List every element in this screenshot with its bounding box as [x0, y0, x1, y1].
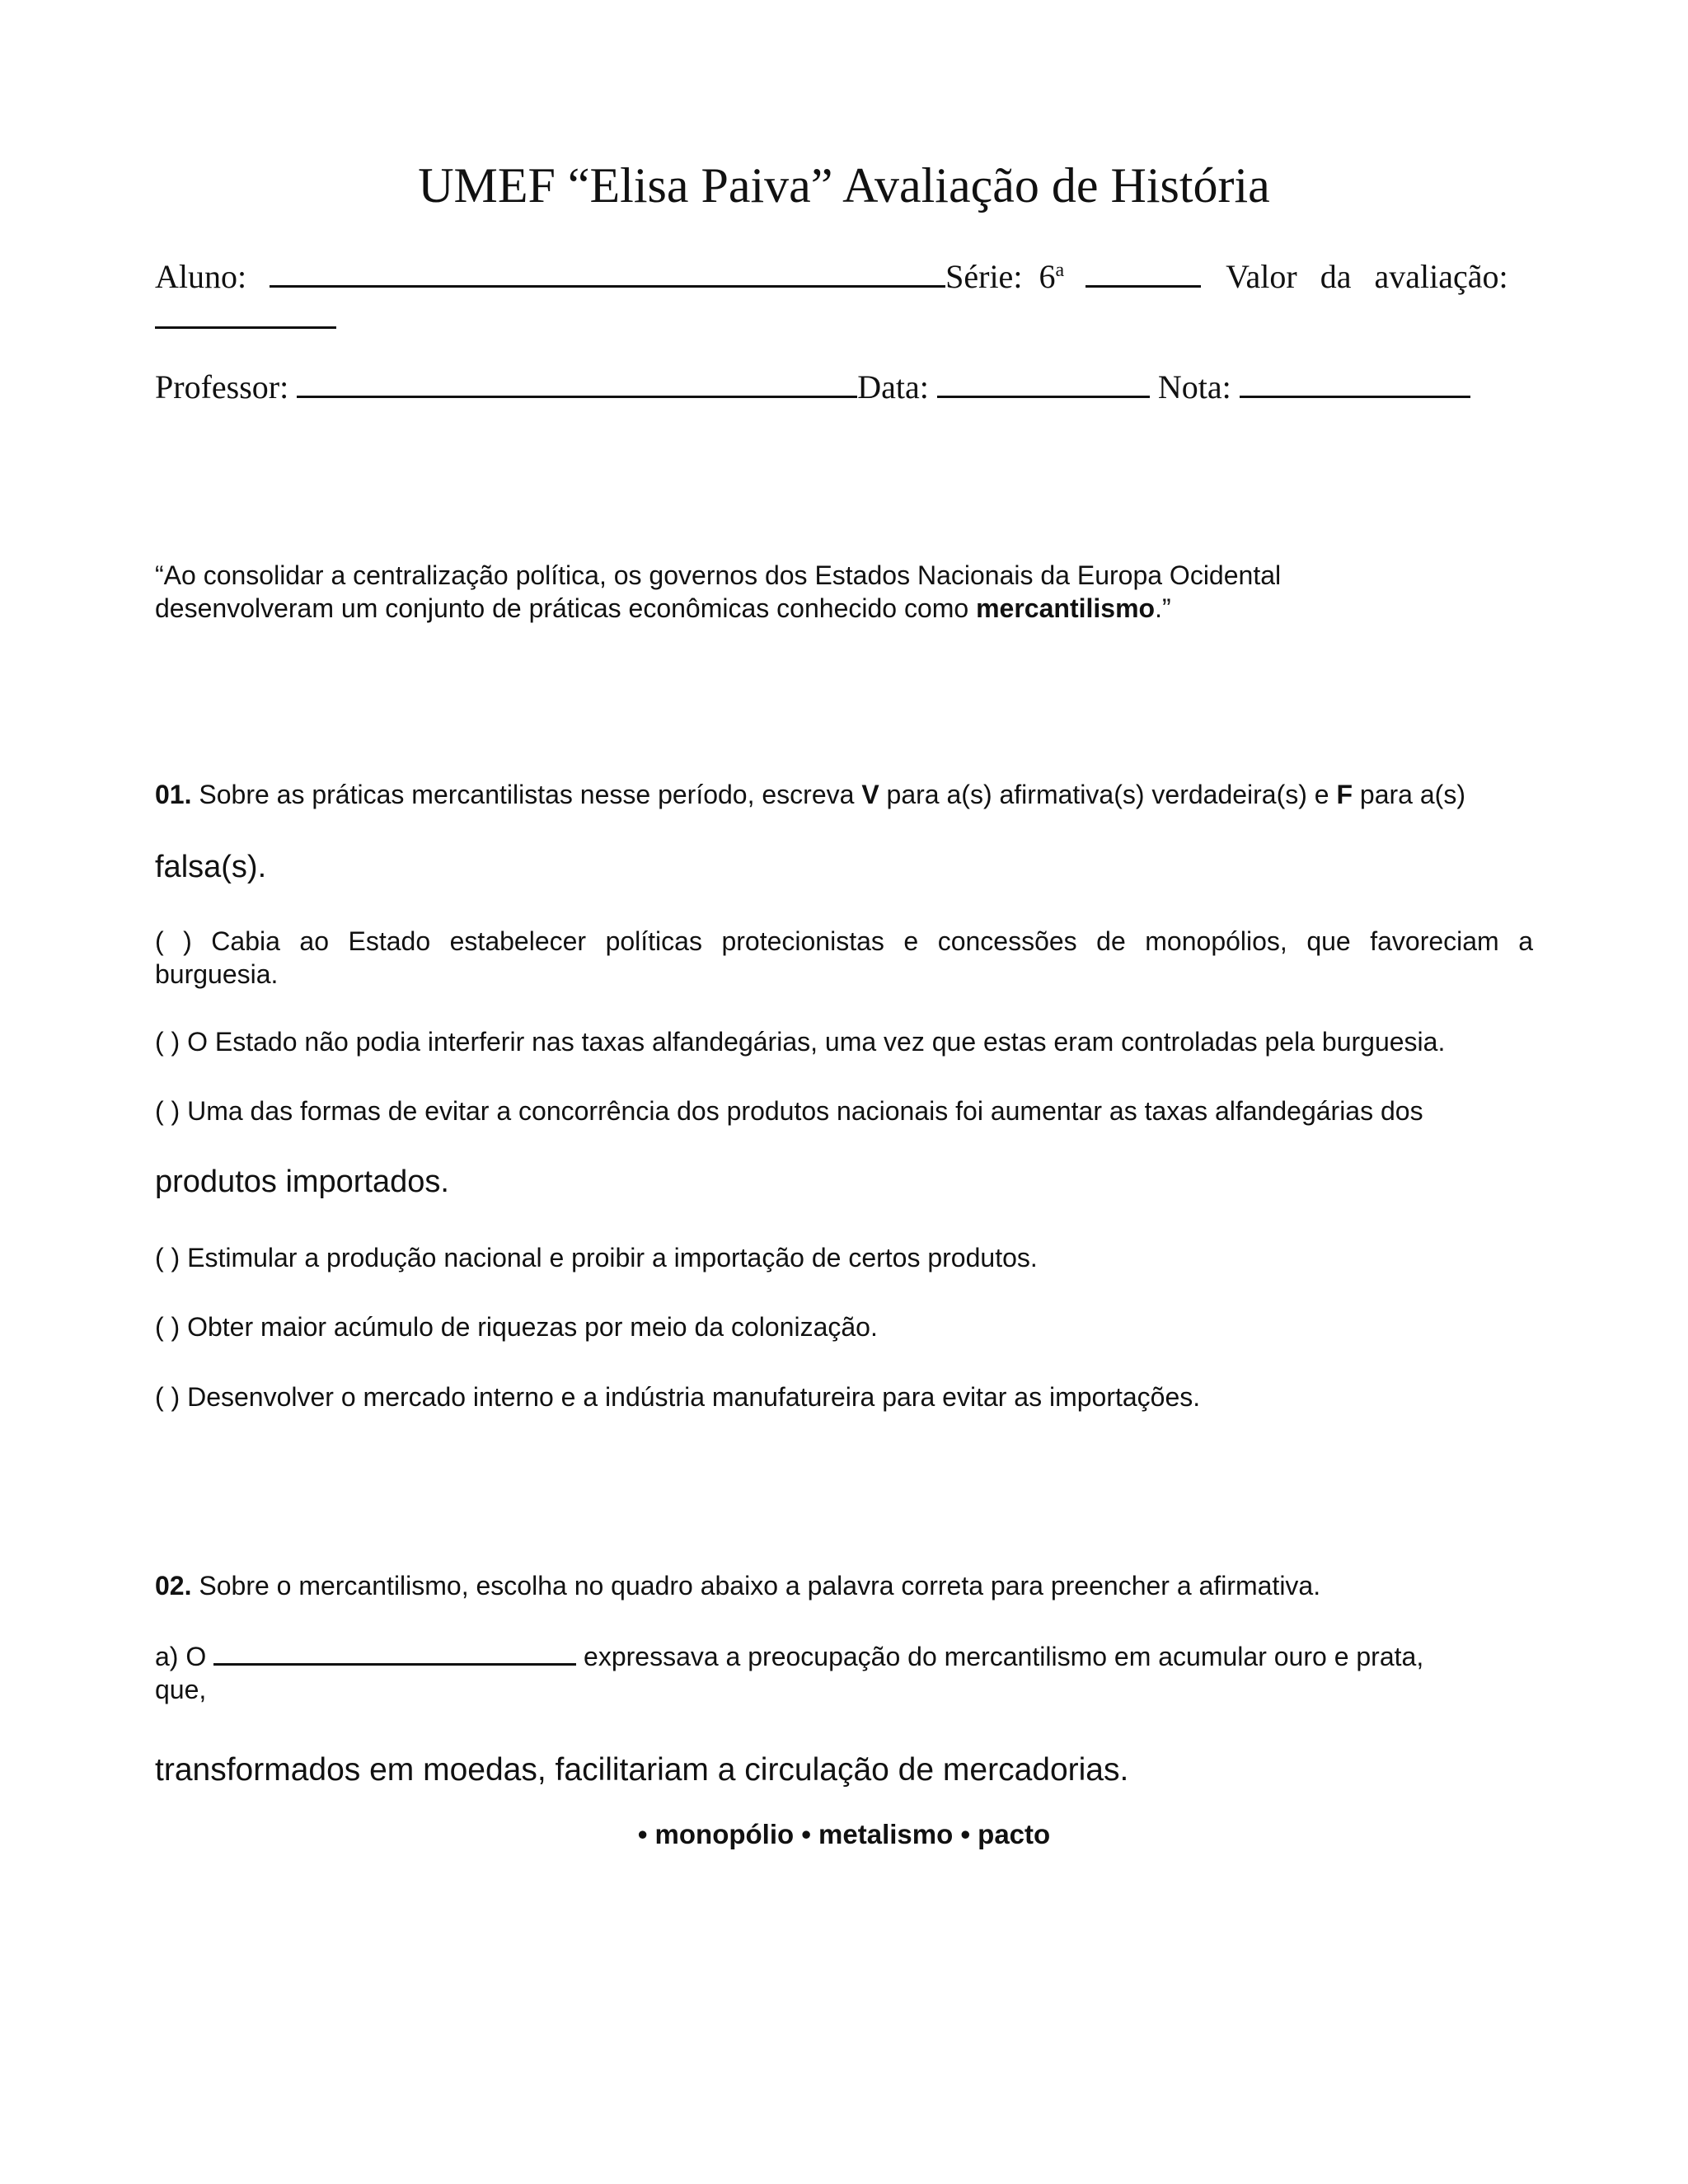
item-a-end: expressava a preocupação do mercantilismo em acumular ouro e prata,: [576, 1642, 1424, 1671]
false-marker: F: [1336, 780, 1353, 809]
statement-3-continuation: produtos importados.: [155, 1165, 449, 1199]
word-options-box: • monopólio • metalismo • pacto: [637, 1819, 1051, 1849]
grade-blank[interactable]: [1085, 252, 1201, 288]
question-1-text-c: para a(s): [1353, 780, 1465, 809]
student-field-row: [155, 249, 1508, 298]
statement-6-line-1: ( ) Desenvolver o mercado interno e a indústria manufatureira para evitar as importações.: [155, 1382, 1201, 1412]
teacher-blank[interactable]: [297, 363, 857, 398]
question-1-continuation: falsa(s).: [155, 850, 267, 884]
exam-value-label: Valor da avaliação:: [1226, 258, 1508, 295]
grade-label: Série:: [945, 258, 1023, 295]
statement-3[interactable]: [155, 1094, 1533, 1127]
quote-line-1: “Ao consolidar a centralização política, os governos dos Estados Nacionais da Europa Ocidental: [155, 560, 1282, 590]
question-1-number: 01.: [155, 780, 192, 809]
exam-value-row: [155, 293, 336, 340]
score-label: Nota:: [1157, 368, 1231, 405]
student-label: Aluno:: [155, 258, 247, 295]
question-1-text-a: Sobre as práticas mercantilistas nesse período, escreva: [191, 780, 862, 809]
page-title: UMEF “Elisa Paiva” Avaliação de História: [418, 158, 1270, 213]
statement-5[interactable]: [155, 1310, 1533, 1343]
item-a-answer-blank[interactable]: [213, 1638, 576, 1666]
quote-line-2-text: desenvolveram um conjunto de práticas econômicas conhecido como: [155, 593, 977, 623]
statement-4[interactable]: [155, 1241, 1533, 1274]
item-a-line-1: [155, 1638, 1533, 1673]
statement-1-line-2: burguesia.: [155, 959, 279, 989]
student-blank[interactable]: [270, 252, 945, 288]
statement-5-line-1: ( ) Obter maior acúmulo de riquezas por meio da colonização.: [155, 1312, 878, 1342]
quote-line-2: [155, 592, 1533, 625]
statement-4-line-1: ( ) Estimular a produção nacional e proibir a importação de certos produtos.: [155, 1243, 1038, 1272]
statement-1-line-1: ( ) Cabia ao Estado estabelecer políticas protecionistas e concessões de monopólios, que favoreciam a: [155, 926, 1533, 956]
statement-1[interactable]: [155, 925, 1533, 991]
true-marker: V: [861, 780, 879, 809]
statement-2[interactable]: [155, 1025, 1533, 1058]
exam-value-blank[interactable]: [155, 293, 336, 329]
grade-superscript: a: [1055, 260, 1065, 281]
quote-keyword: mercantilismo: [976, 593, 1156, 623]
statement-2-line-1: ( ) O Estado não podia interferir nas taxas alfandegárias, uma vez que estas eram controladas pela burguesia.: [155, 1027, 1446, 1057]
intro-quote: [155, 559, 1533, 625]
question-2-number: 02.: [155, 1571, 192, 1601]
item-a-line-3: transformados em moedas, facilitariam a circulação de mercadorias.: [155, 1752, 1129, 1788]
question-2-prompt: [155, 1569, 1533, 1602]
item-a-line-2: que,: [155, 1675, 207, 1704]
quote-line-2-end: .”: [1155, 593, 1171, 623]
grade-value: 6: [1039, 258, 1056, 295]
date-label: Data:: [857, 368, 929, 405]
score-blank[interactable]: [1240, 363, 1470, 398]
question-2-text: Sobre o mercantilismo, escolha no quadro abaixo a palavra correta para preencher a afirmativa.: [191, 1571, 1321, 1601]
statement-3-line-1: ( ) Uma das formas de evitar a concorrência dos produtos nacionais foi aumentar as taxas alfandegárias dos: [155, 1096, 1423, 1126]
question-1-text-b: para a(s) afirmativa(s) verdadeira(s) e: [879, 780, 1337, 809]
teacher-label: Professor:: [155, 368, 289, 405]
teacher-field-row: [155, 363, 1470, 409]
question-2-item-a: [155, 1638, 1533, 1706]
item-a-start: a) O: [155, 1642, 214, 1671]
date-blank[interactable]: [937, 363, 1150, 398]
statement-6[interactable]: [155, 1380, 1533, 1413]
question-1-prompt: [155, 778, 1533, 811]
